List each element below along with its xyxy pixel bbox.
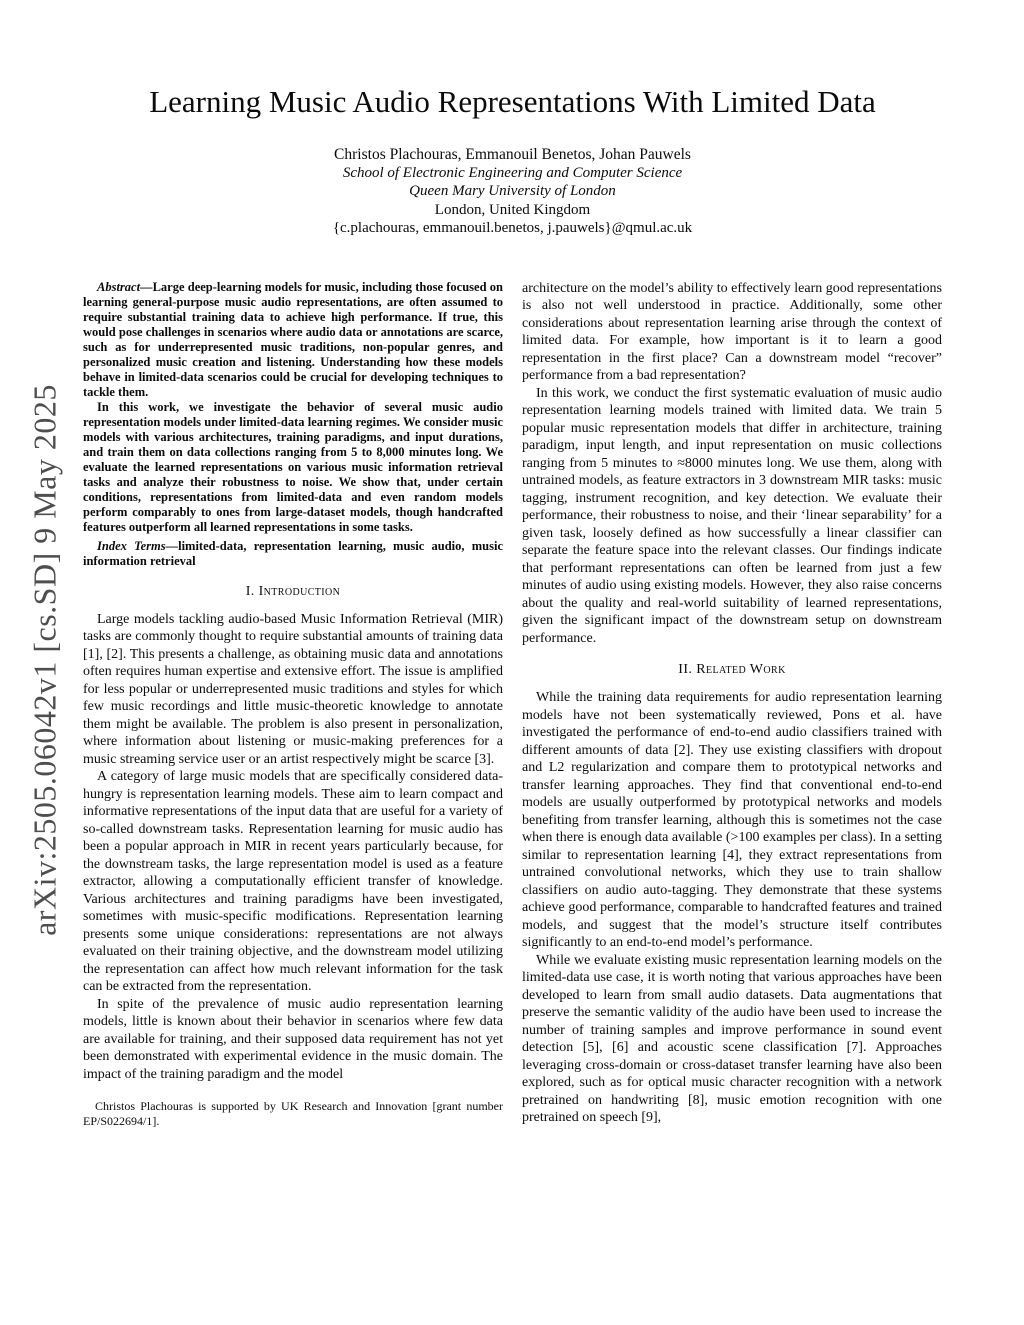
paper-header <box>83 84 942 238</box>
introduction-paragraph-3: In spite of the prevalence of music audio representation learning models, little is known about their behavior in scenarios where few data are available for training, and their supposed data requirement has not yet been demonstrated with experimental evidence in the music domain. The impact of the training paradigm and the model <box>83 996 503 1082</box>
affiliation-school: School of Electronic Engineering and Computer Science <box>342 164 683 181</box>
paper-title: Learning Music Audio Representations With Limited Data <box>149 84 876 119</box>
abstract-paragraph-1 <box>83 280 503 400</box>
funding-footnote: Christos Plachouras is supported by UK Research and Innovation [grant number EP/S022694/1]. <box>83 1099 503 1128</box>
abstract-text-1: Large deep-learning models for music, including those focused on learning general-purpose music audio representations, are often assumed to require substantial training data to achieve high performance. If true, this would pose challenges in scenarios where audio data or annotations are scarce, such as for underrepresented music traditions, non-popular genres, and personalized music creation and listening. Understanding how these models behave in limited-data scenarios could be crucial for developing techniques to tackle them. <box>83 279 503 399</box>
introduction-paragraph-2: A category of large music models that are specifically considered data-hungry is representation learning models. These aim to learn compact and informative representations of the input data that are useful for a variety of so-called downstream tasks. Representation learning for music audio has been a popular approach in MIR in recent years particularly because, for the downstream tasks, the large representation model is used as a feature extractor, allowing a computationally efficient transfer of knowledge. Various architectures and training paradigms have been investigated, sometimes with music-specific modifications. Representation learning presents some unique considerations: representations are not always evaluated on their training objective, and the downstream model utilizing the representation can affect how much relevant information for the task can be extracted from the representation. <box>83 769 503 995</box>
arxiv-watermark: arXiv:2505.06042v1 [cs.SD] 9 May 2025 <box>26 384 63 936</box>
related-work-paragraph-2: While we evaluate existing music representation learning models on the limited-data use case, it is worth noting that various approaches have been developed to learn from small audio datasets. Data augmentations that preserve the semantic validity of the audio have been used to increase the number of training samples and improve performance in sound event detection [5], [6] and acoustic scene classification [7]. Approaches leveraging cross-domain or cross-dataset transfer learning have also been explored, such as for optical music character recognition with a network pretrained on handwriting [8], music emotion recognition with one pretrained on speech [9], <box>522 952 942 1126</box>
affiliation-city: London, United Kingdom <box>434 201 591 218</box>
introduction-paragraph-1: Large models tackling audio-based Music Information Retrieval (MIR) tasks are commonly thought to require substantial amounts of training data [1], [2]. This presents a challenge, as obtaining music data and annotations often requires human expertise and extensive effort. The issue is amplified for less popular or underrepresented music traditions and styles for which few music recordings and little music-theoretic knowledge to annotate them might be available. The problem is also present in personalization, where information about listening or music-making preferences for a music streaming service user or an artist respectively might be scarce [3]. <box>83 611 503 767</box>
two-column-body <box>83 280 942 1129</box>
introduction-paragraph-3-continuation: architecture on the model’s ability to effectively learn good representations is also not well understood in practice. Additionally, some other considerations about representation learning arise through the context of limited data. For example, how important is it to learn a good representation in the first place? Can a downstream model “recover” performance from a bad representation? <box>522 280 942 384</box>
index-terms-label: Index Terms— <box>97 538 179 553</box>
abstract-paragraph-2: In this work, we investigate the behavior of several music audio representation models under limited-data learning regimes. We consider music models with various architectures, training paradigms, and input durations, and train them on data collections ranging from 5 to 8,000 minutes long. We evaluate the learned representations on various music information retrieval tasks and analyze their robustness to noise. We show that, under certain conditions, representations from limited-data and even random models perform comparably to ones from large-dataset models, though handcrafted features outperform all learned representations in some tasks. <box>83 399 503 534</box>
section-heading-introduction: I. Introduction <box>245 583 341 599</box>
contribution-paragraph: In this work, we conduct the first systematic evaluation of music audio representation learning models trained with limited data. We train 5 popular music representation models that differ in architecture, training paradigm, input length, and input representation on music collections ranging from 5 minutes to ≈8000 minutes long. We use them, along with untrained models, as feature extractors in 3 downstream MIR tasks: music tagging, instrument recognition, and key detection. We evaluate their performance, their robustness to noise, and their ‘linear separability’ for a given task, loosely defined as how successfully a linear classifier can separate the feature space into the relevant classes. Our findings indicate that performant representations can often be learned from just a few minutes of audio using existing models. However, they also raise concerns about the quality and real-world suitability of learned representations, given the significant impact of the downstream setup on downstream performance. <box>522 385 942 646</box>
index-terms-text: limited-data, representation learning, music audio, music information retrieval <box>83 538 504 568</box>
right-column <box>522 280 942 1127</box>
affiliation-email: {c.plachouras, emmanouil.benetos, j.pauwels}@qmul.ac.uk <box>332 220 693 237</box>
affiliation-university: Queen Mary University of London <box>409 183 616 200</box>
authors-line: Christos Plachouras, Emmanouil Benetos, Johan Pauwels <box>334 145 691 163</box>
related-work-paragraph-1: While the training data requirements for audio representation learning models have not been systematically reviewed, Pons et al. have investigated the performance of end-to-end audio classifiers trained with different amounts of data [2]. They use existing classifiers with dropout and L2 regularization and compare them to prototypical networks and transfer learning approaches. They find that conventional end-to-end models are usually outperformed by prototypical networks and models benefiting from transfer learning, although this is sometimes not the case when there is enough data available (>100 examples per class). In a setting similar to representation learning [4], they extract representations from untrained convolutional networks, which they use to train shallow classifiers on audio auto-tagging. They demonstrate that these systems achieve good performance, comparable to handcrafted features and trained models, and suggest that the model’s structure itself contributes significantly to an end-to-end model’s performance. <box>522 690 942 951</box>
left-column <box>83 280 503 1129</box>
abstract-label: Abstract— <box>97 279 153 294</box>
index-terms <box>83 539 503 569</box>
section-heading-related-work: II. Related Work <box>678 662 786 678</box>
